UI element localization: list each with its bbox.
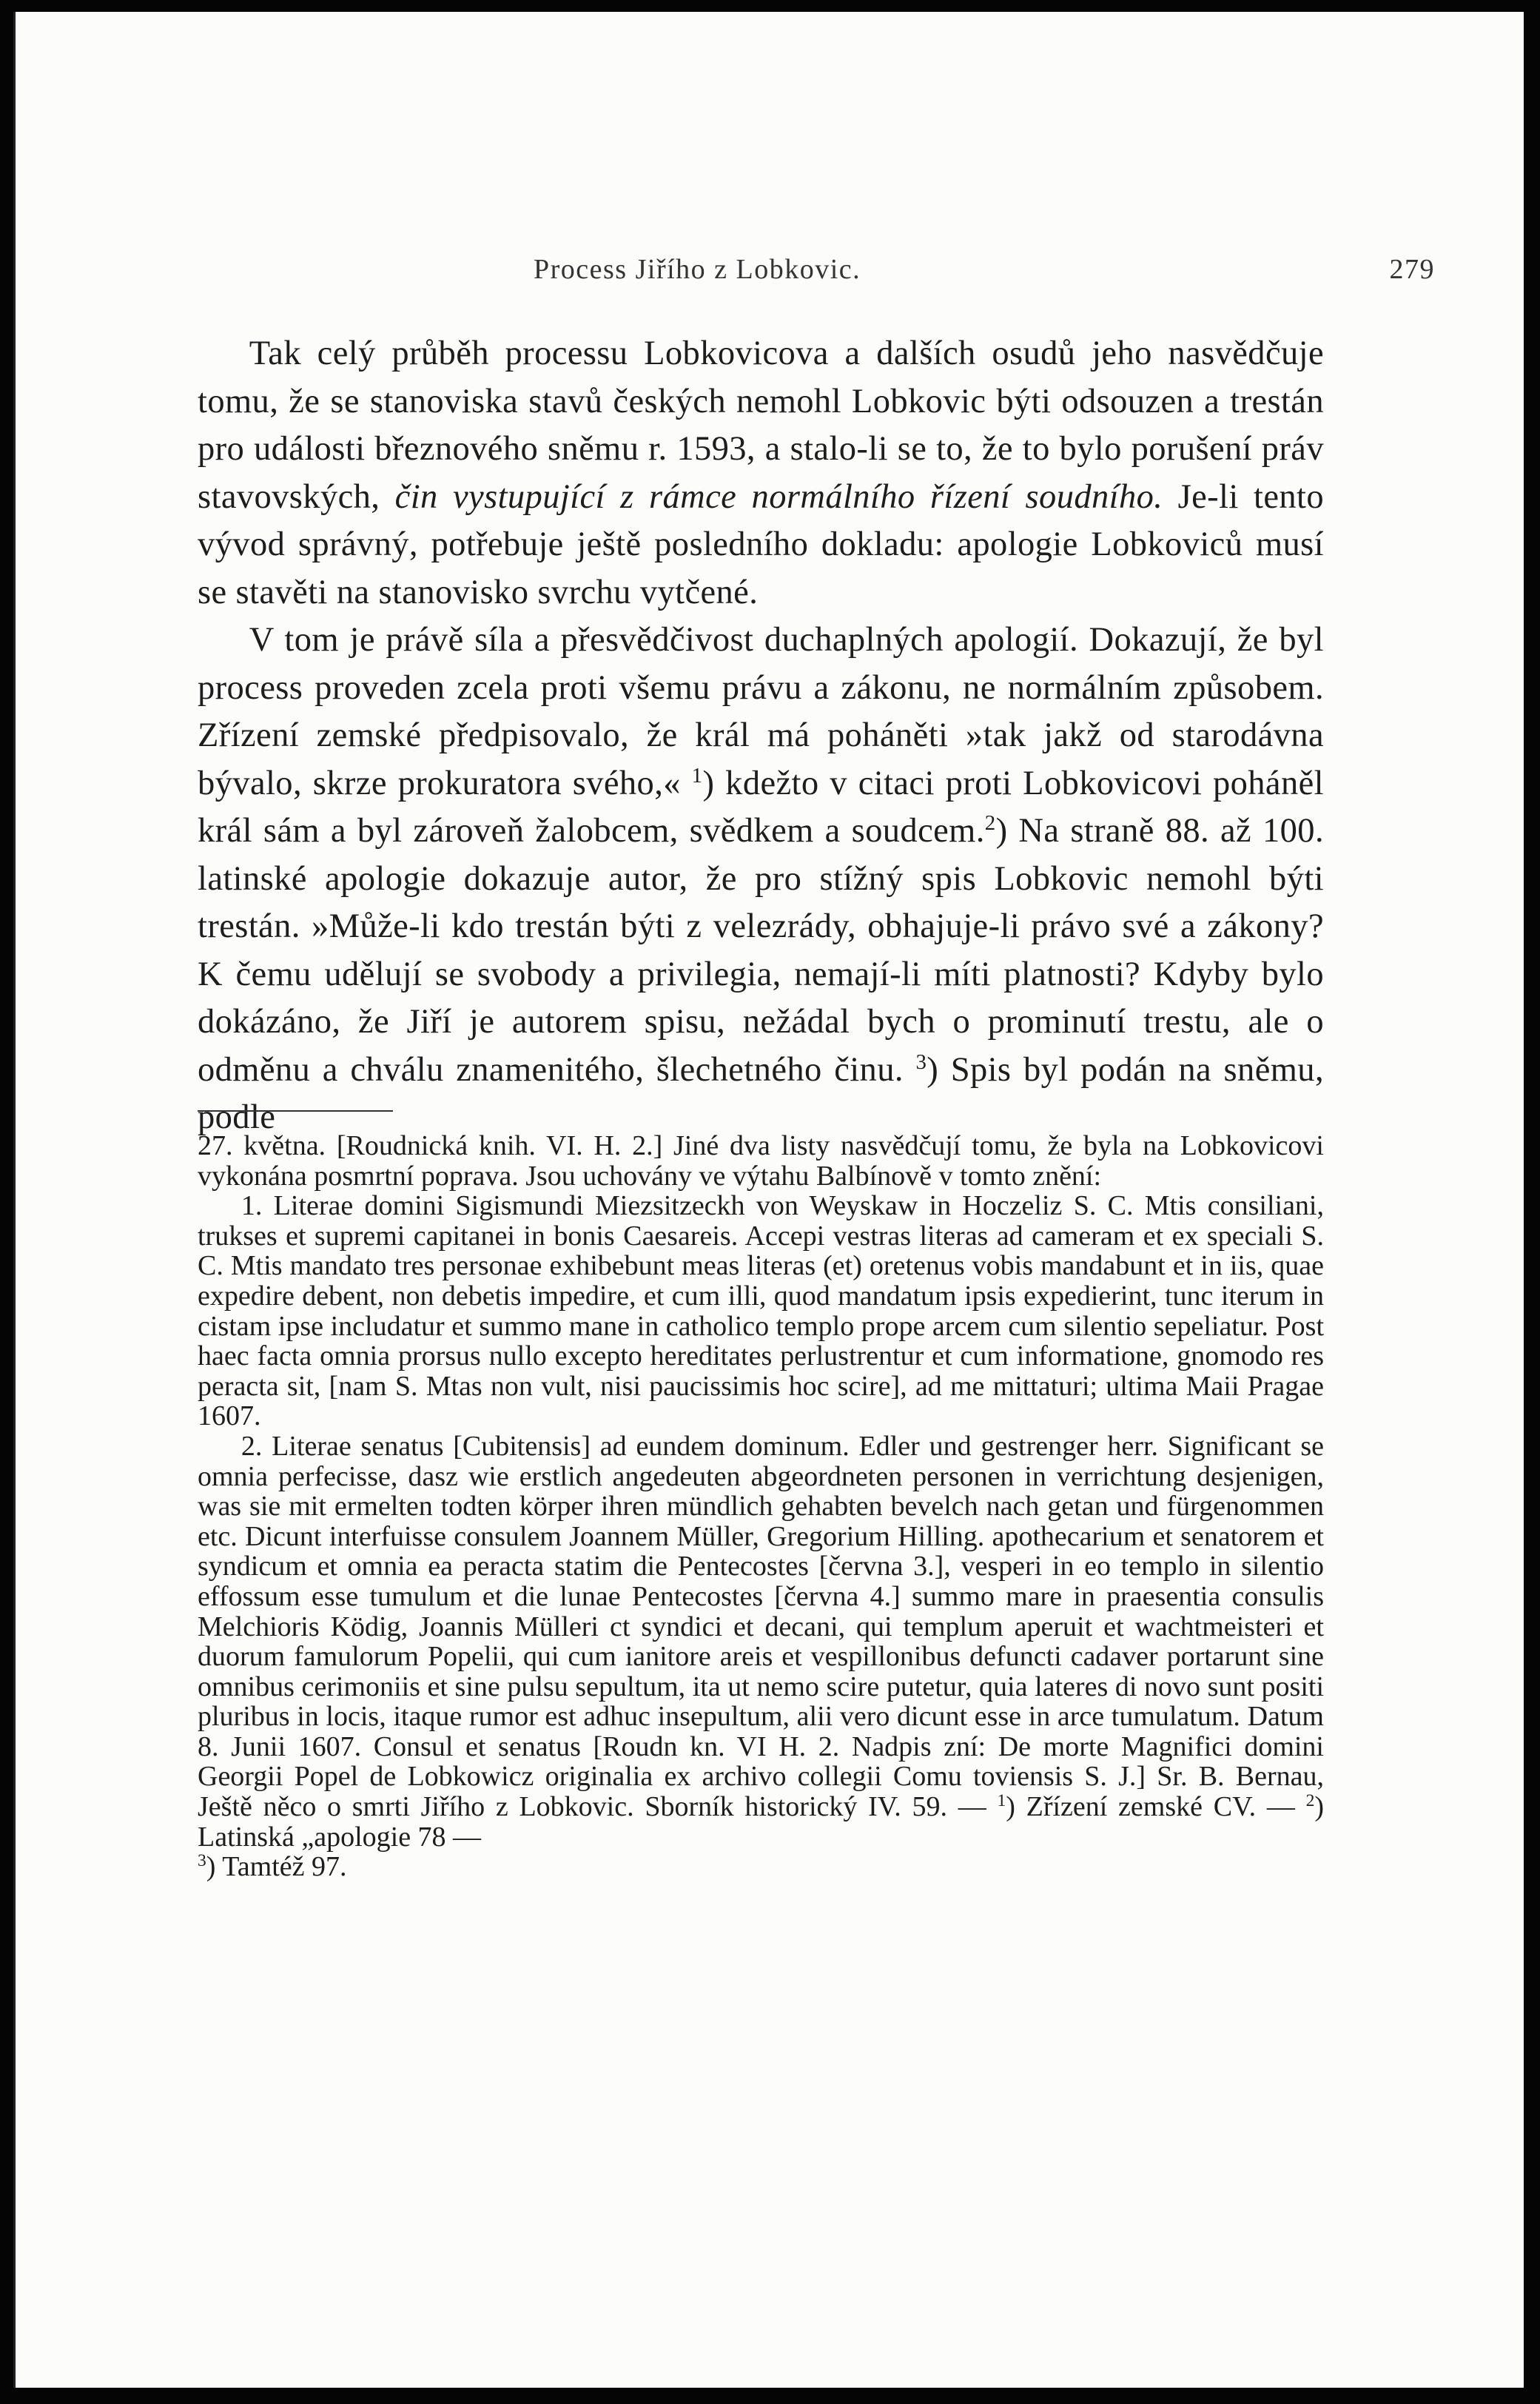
footnote-ref-3: 3: [915, 1050, 927, 1074]
paragraph-2: [198, 617, 1324, 1142]
footnotes: [198, 1131, 1324, 1882]
footnote-letter-2: [198, 1431, 1324, 1882]
main-text: [198, 330, 1324, 1142]
paragraph-1-emphasis: čin vystupující z rámce normálního řízení soudního.: [394, 477, 1163, 516]
page-sheet: [13, 12, 1524, 2388]
paragraph-2-text-a: V tom je právě síla a přesvědčivost duchaplných apologií. Dokazují, že byl process proveden zcela proti všemu právu a zákonu, ne normálním způsobem. Zřízení zemské předpisovalo, že král má poháněti »tak jakž od starodávna bývalo, skrze prokuratora svého,«: [198, 621, 1324, 802]
footnote-2-text: ) Latinská „apologie 78 —: [198, 1791, 1324, 1853]
footnote-ref-2: 2: [984, 811, 996, 836]
footnote-letter-1: 1. Literae domini Sigismundi Miezsitzeckh von Weyskaw in Hoczeliz S. C. Mtis consiliani, trukses et supremi capitanei in bonis Caesareis. Accepi vestras literas ad cameram et ex speciali S. C. Mtis mandato tres personae exhibebunt meas literas (et) oretenus vobis mandabunt et in iis, quae expedire debent, non debetis impedire, et cum illi, quod mandatum ipsis expedierint, tunc iterum in cistam ipse includatur et summo mane in catholico templo prope arcem cum silentio sepeliatur. Post haec facta omnia prorsus nullo excepto hereditates perlustrentur et cum informatione, gnomodo res peracta sit, [nam S. Mtas non vult, nisi paucissimis hoc scire], ad me mittaturi; ultima Maii Pragae 1607.: [198, 1190, 1324, 1432]
footnote-1-text: ) Zřízení zemské CV. —: [1006, 1791, 1306, 1823]
footnote-3-text: ) Tamtéž 97.: [206, 1851, 347, 1883]
footnote-separator: [198, 1110, 393, 1112]
paragraph-1: [198, 330, 1324, 617]
paragraph-1-text-a: Tak celý průběh processu Lobkovicova a dalších osudů jeho nasvědčuje tomu, že se stanoviska stavů českých nemohl Lobkovic býti odsouzen a trestán pro události březnového sněmu r. 1593, a stalo-li se to, že to bylo porušení práv stavovských,: [198, 335, 1324, 516]
running-title: Process Jiřího z Lobkovic.: [534, 254, 861, 285]
running-head: [104, 253, 1435, 290]
footnote-marker-3: 3: [198, 1851, 206, 1871]
paragraph-2-text-b: ) kdežto v citaci proti Lobkovicovi poháněl král sám a byl zároveň žalobcem, svědkem a soudcem.: [198, 764, 1324, 850]
footnote-marker-2: 2: [1305, 1791, 1315, 1811]
paragraph-2-text-d: ) Spis byl podán na sněmu, podle: [198, 1050, 1324, 1136]
page-number: 279: [1389, 254, 1435, 285]
paragraph-1-text-b: Je-li tento vývod správný, potřebuje ještě posledního dokladu: apologie Lobkoviců musí se stavěti na stanovisko svrchu vytčené.: [198, 477, 1325, 611]
footnote-continuation: 27. května. [Roudnická knih. VI. H. 2.] Jiné dva listy nasvědčují tomu, že byla na Lobkovicovi vykonána posmrtní poprava. Jsou uchovány ve výtahu Balbínově v tomto znění:: [198, 1130, 1324, 1192]
footnote-ref-1: 1: [691, 763, 703, 788]
paragraph-2-text-c: ) Na straně 88. až 100. latinské apologie dokazuje autor, že pro stížný spis Lobkovic nemohl býti trestán. »Může-li kdo trestán býti z velezrády, obhajuje-li právo své a zákony? K čemu udělují se svobody a privilegia, nemají-li míti platnosti? Kdyby bylo dokázáno, že Jiří je autorem spisu, nežádal bych o prominutí trestu, ale o odměnu a chválu znamenitého, šlechetného činu.: [198, 812, 1324, 1089]
footnote-marker-1: 1: [997, 1791, 1006, 1811]
footnote-letter-2-text: 2. Literae senatus [Cubitensis] ad eundem dominum. Edler und gestrenger herr. Significant se omnia perfecisse, dasz wie erstlich angedeuten abgeordneten personen in verrichtung desjenigen, was sie mit ermelten todten körper ihren mündlich gehabten bevelch nach getan und fürgenommen etc. Dicunt interfuisse consulem Joannem Müller, Gregorium Hilling. apothecarium et senatorem et syndicum et omnia ea peracta statim die Pentecostes [června 3.], vesperi in eo templo in silentio effossum esse tumulum et die lunae Pentecostes [června 4.] summo mare in praesentia consulis Melchioris Ködig, Joannis Mülleri ct syndici et decani, qui templum aperuit et wachtmeisteri et duorum famulorum Popelii, qui cum ianitore areis et vespillonibus defuncti cadaver portarunt sine omnibus cerimoniis et sine pulsu sepultum, ita ut nemo scire putetur, quia lateres di novo sunt positi pluribus in locis, itaque rumor est adhuc insepultum, alii vero dicunt esse in arce tumulatum. Datum 8. Junii 1607. Consul et senatus [Roudn kn. VI H. 2. Nadpis zní: De morte Magnifici domini Georgii Popel de Lobkowicz originalia ex archivo collegii Comu toviensis S. J.] Sr. B. Bernau, Ještě něco o smrti Jiřího z Lobkovic. Sborník historický IV. 59. —: [198, 1430, 1324, 1823]
